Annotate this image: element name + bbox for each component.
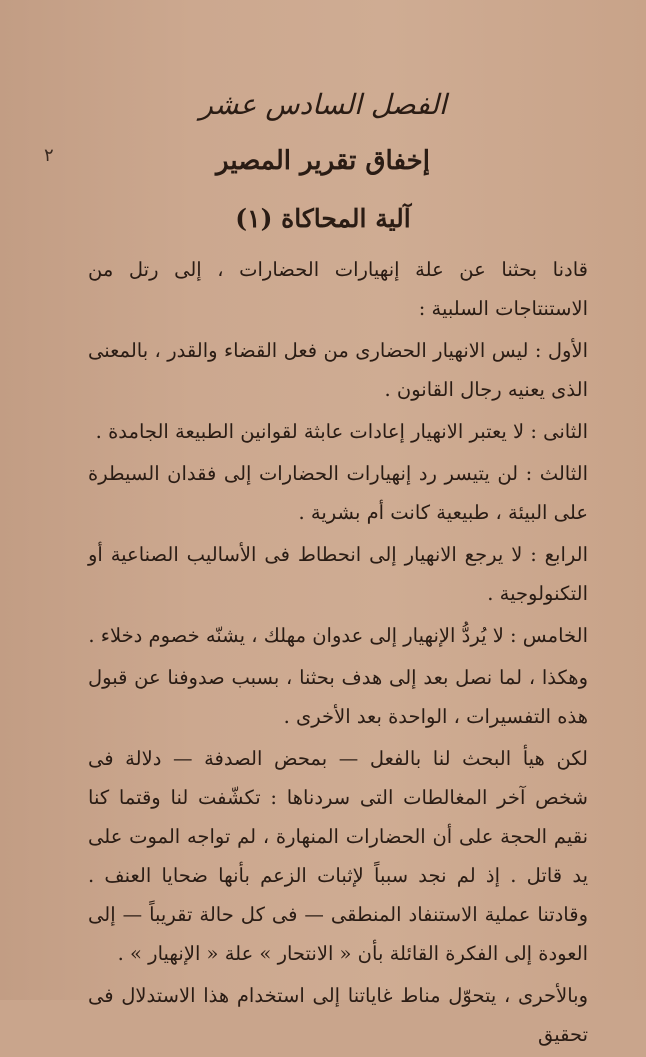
paragraph: قادنا بحثنا عن علة إنهيارات الحضارات ، إلى رتل من الاستنتاجات السلبية : <box>88 258 588 320</box>
margin-mark: ٢ <box>44 145 54 166</box>
chapter-subtitle: إخفاق تقرير المصير <box>216 146 430 176</box>
paragraph: الأول : ليس الانهيار الحضارى من فعل القضاء والقدر ، بالمعنى الذى يعنيه رجال القانون . <box>88 339 588 401</box>
section-heading: (١) آلية المحاكاة <box>235 204 411 233</box>
paragraph: الثالث : لن يتيسر رد إنهيارات الحضارات إلى فقدان السيطرة على البيئة ، طبيعية كانت أم بشرية . <box>88 462 588 524</box>
paragraph: وبالأحرى ، يتحوّل مناط غاياتنا إلى استخدام هذا الاستدلال فى تحقيق <box>88 984 588 1046</box>
paragraph: الثانى : لا يعتبر الانهيار إعادات عابثة لقوانين الطبيعة الجامدة . <box>95 420 588 443</box>
body-text <box>88 250 588 1057</box>
chapter-title: الفصل السادس عشر <box>199 88 447 121</box>
paragraph: الخامس : لا يُردُّ الإنهيار إلى عدوان مهلك ، يشنّه خصوم دخلاء . <box>88 624 588 647</box>
paragraph: الرابع : لا يرجع الانهيار إلى انحطاط فى الأساليب الصناعية أو التكنولوجية . <box>88 543 588 605</box>
paragraph: وهكذا ، لما نصل بعد إلى هدف بحثنا ، بسبب صدوفنا عن قبول هذه التفسيرات ، الواحدة بعد الأخرى . <box>88 666 588 728</box>
paragraph: لكن هيأ البحث لنا بالفعل — بمحض الصدفة — دلالة فى شخص آخر المغالطات التى سردناها : تكشّفت لنا وقتما كنا نقيم الحجة على أن الحضارات المنهارة ، لم تواجه الموت على يد قاتل . إذ لم نجد سبباً لإثبات الزعم بأنها ضحايا العنف . وقادتنا عملية الاستنفاد المنطقى — فى كل حالة تقريباً — إلى العودة إلى الفكرة القائلة بأن « الانتحار » علة « الإنهيار » . <box>88 747 588 965</box>
